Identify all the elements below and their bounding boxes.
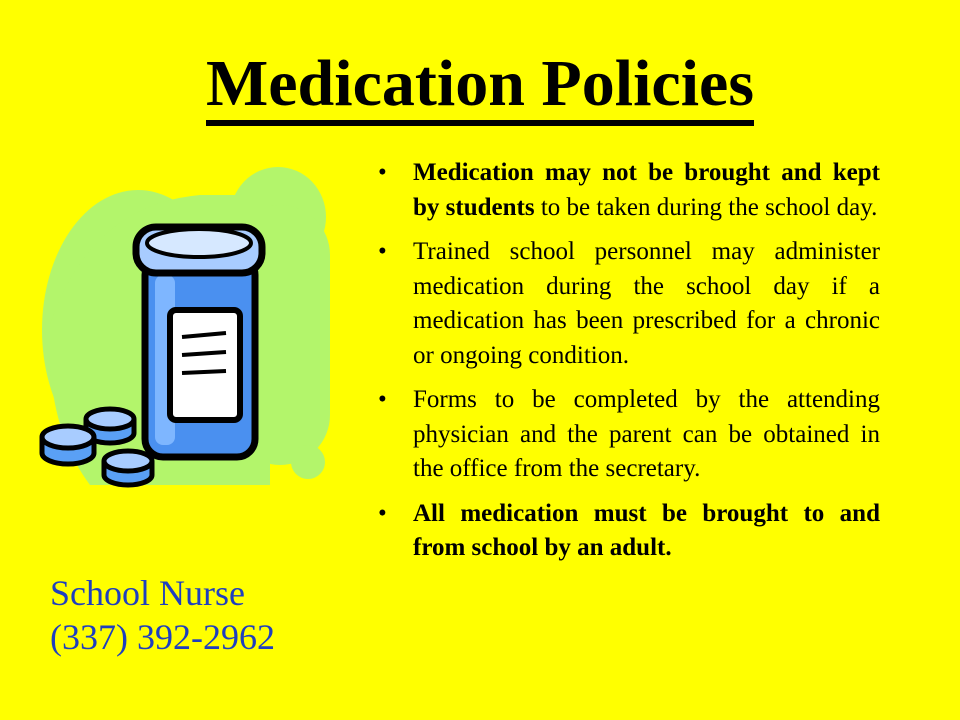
policy-item-4 bbox=[378, 497, 880, 566]
policy-item-4-bold: All medication must be brought to and from school by an adult. bbox=[413, 499, 880, 561]
policy-item-3-text: Forms to be completed by the attending physician and the parent can be obtained in the office from the secretary. bbox=[413, 386, 880, 482]
policy-list bbox=[378, 156, 880, 576]
green-dot bbox=[291, 445, 325, 479]
slide-title bbox=[0, 44, 960, 123]
policy-item-3 bbox=[378, 383, 880, 487]
bullet-dot: • bbox=[378, 238, 387, 265]
bullet-dot: • bbox=[378, 159, 387, 186]
nurse-phone: (337) 392-2962 bbox=[50, 616, 275, 657]
policy-item-2 bbox=[378, 235, 880, 373]
policy-item-1 bbox=[378, 156, 880, 225]
policy-item-2-text: Trained school personnel may administer medication during the school day if a medication has been prescribed for a chronic or ongoing condition. bbox=[413, 238, 880, 369]
bottle-cap-top bbox=[147, 229, 251, 257]
bullet-dot: • bbox=[378, 386, 387, 413]
slide-title-text: Medication Policies bbox=[206, 47, 754, 126]
policy-item-1-text: to be taken during the school day. bbox=[534, 193, 878, 221]
bullet-dot: • bbox=[378, 499, 387, 527]
bottle-label bbox=[170, 310, 240, 420]
nurse-label: School Nurse bbox=[50, 573, 245, 613]
label-line-3 bbox=[182, 371, 226, 373]
pill-2 bbox=[42, 426, 94, 464]
school-nurse-contact bbox=[50, 572, 340, 660]
policy-item-1-bold: Medication may not be brought and kept by students bbox=[413, 159, 880, 221]
pill-bottle-icon bbox=[30, 165, 335, 500]
pill-3 bbox=[104, 451, 152, 485]
